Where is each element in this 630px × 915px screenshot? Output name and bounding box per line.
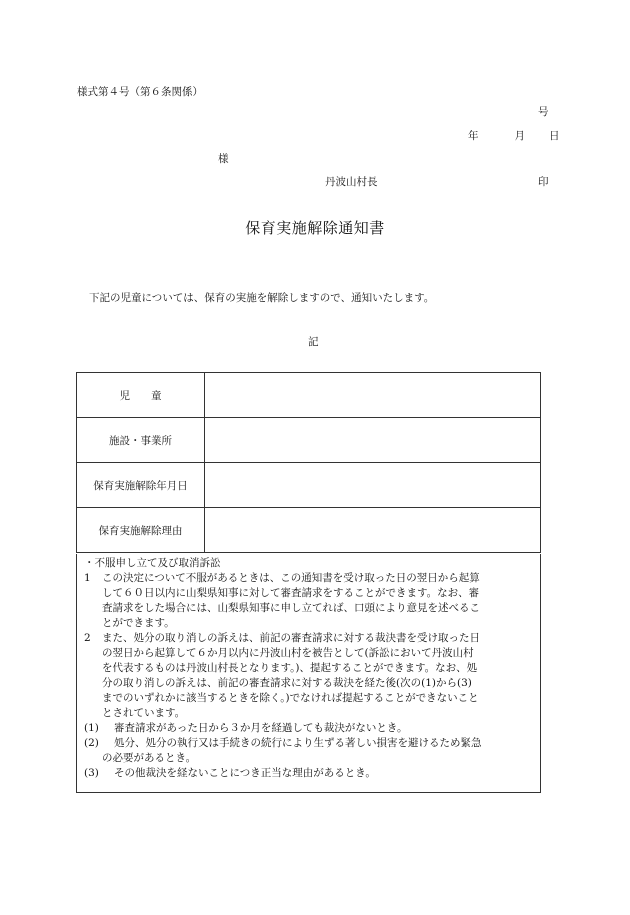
note-item-1-line: とができます。: [102, 617, 175, 629]
note-sub-3-number: (3): [84, 767, 99, 779]
intro-text: 下記の児童については、保育の実施を解除しますので、通知いたします。: [89, 292, 435, 304]
date-day: 日: [549, 130, 560, 142]
note-sub-1-text: 審査請求があった日から３か月を経過しても裁決がないとき。: [114, 722, 408, 734]
appeal-notes: [76, 554, 541, 793]
note-sub-2-line: 処分、処分の執行又は手続きの続行により生ずる著しい損害を避けるため緊急: [114, 737, 482, 749]
note-item-2-number: 2: [84, 632, 91, 644]
document-number-suffix: 号: [538, 106, 549, 118]
note-item-2-line: 分の取り消しの訴えは、前記の審査請求に対する裁決を経た後(次の(1)から(3): [102, 677, 472, 689]
row-label-reason: 保育実施解除理由: [77, 508, 205, 553]
note-sub-2: [84, 736, 533, 751]
row-value-date: [205, 463, 541, 508]
note-item-2-line: の翌日から起算して６か月以内に丹波山村を被告として(訴訟において丹波山村: [102, 647, 474, 659]
note-item-1-number: 1: [84, 572, 91, 584]
note-item-1-line: 査請求をした場合には、山梨県知事に申し立てれば、口頭により意見を述べるこ: [102, 602, 480, 614]
addressee-suffix: 様: [218, 153, 229, 165]
note-item-2-line: とされています。: [102, 707, 186, 719]
seal-mark: 印: [538, 176, 549, 188]
note-item-2: [84, 631, 533, 646]
note-sub-2-line: の必要があるとき。: [102, 752, 197, 764]
note-sub-3: [84, 766, 533, 781]
row-value-reason: [205, 508, 541, 553]
table-row: [77, 463, 541, 508]
note-sub-3-text: その他裁決を経ないことにつき正当な理由があるとき。: [114, 767, 376, 779]
table-row: [77, 508, 541, 553]
note-sub-1-number: (1): [84, 722, 99, 734]
issuer: 丹波山村長: [325, 176, 378, 188]
row-label-child: 児 童: [77, 373, 205, 418]
form-number: 様式第４号（第６条関係）: [77, 86, 203, 98]
note-sub-2-number: (2): [84, 737, 99, 749]
row-value-child: [205, 373, 541, 418]
document-title: 保育実施解除通知書: [245, 219, 385, 237]
note-item-2-line: までのいずれかに該当するときを除く。)でなければ提起することができないこと: [102, 692, 479, 704]
row-value-facility: [205, 418, 541, 463]
row-label-facility: 施設・事業所: [77, 418, 205, 463]
note-item-1: [84, 571, 533, 586]
date-line: [468, 128, 560, 143]
note-item-2-line: また、処分の取り消しの訴えは、前記の審査請求に対する裁決書を受け取った日: [102, 632, 480, 644]
table-row: [77, 373, 541, 418]
date-month: 月: [514, 130, 525, 142]
note-sub-1: [84, 721, 533, 736]
notes-heading: ・不服申し立て及び取消訴訟: [84, 557, 221, 569]
note-item-1-line: この決定について不服があるときは、この通知書を受け取った日の翌日から起算: [102, 572, 480, 584]
table-row: [77, 418, 541, 463]
note-item-2-line: を代表するものは丹波山村長となります。)、提起することができます。なお、処: [102, 662, 478, 674]
details-table: [76, 372, 541, 553]
row-label-date: 保育実施解除年月日: [77, 463, 205, 508]
date-year: 年: [468, 130, 479, 142]
note-item-1-line: して６０日以内に山梨県知事に対して審査請求をすることができます。なお、審: [102, 587, 480, 599]
ki-marker: 記: [308, 336, 319, 348]
